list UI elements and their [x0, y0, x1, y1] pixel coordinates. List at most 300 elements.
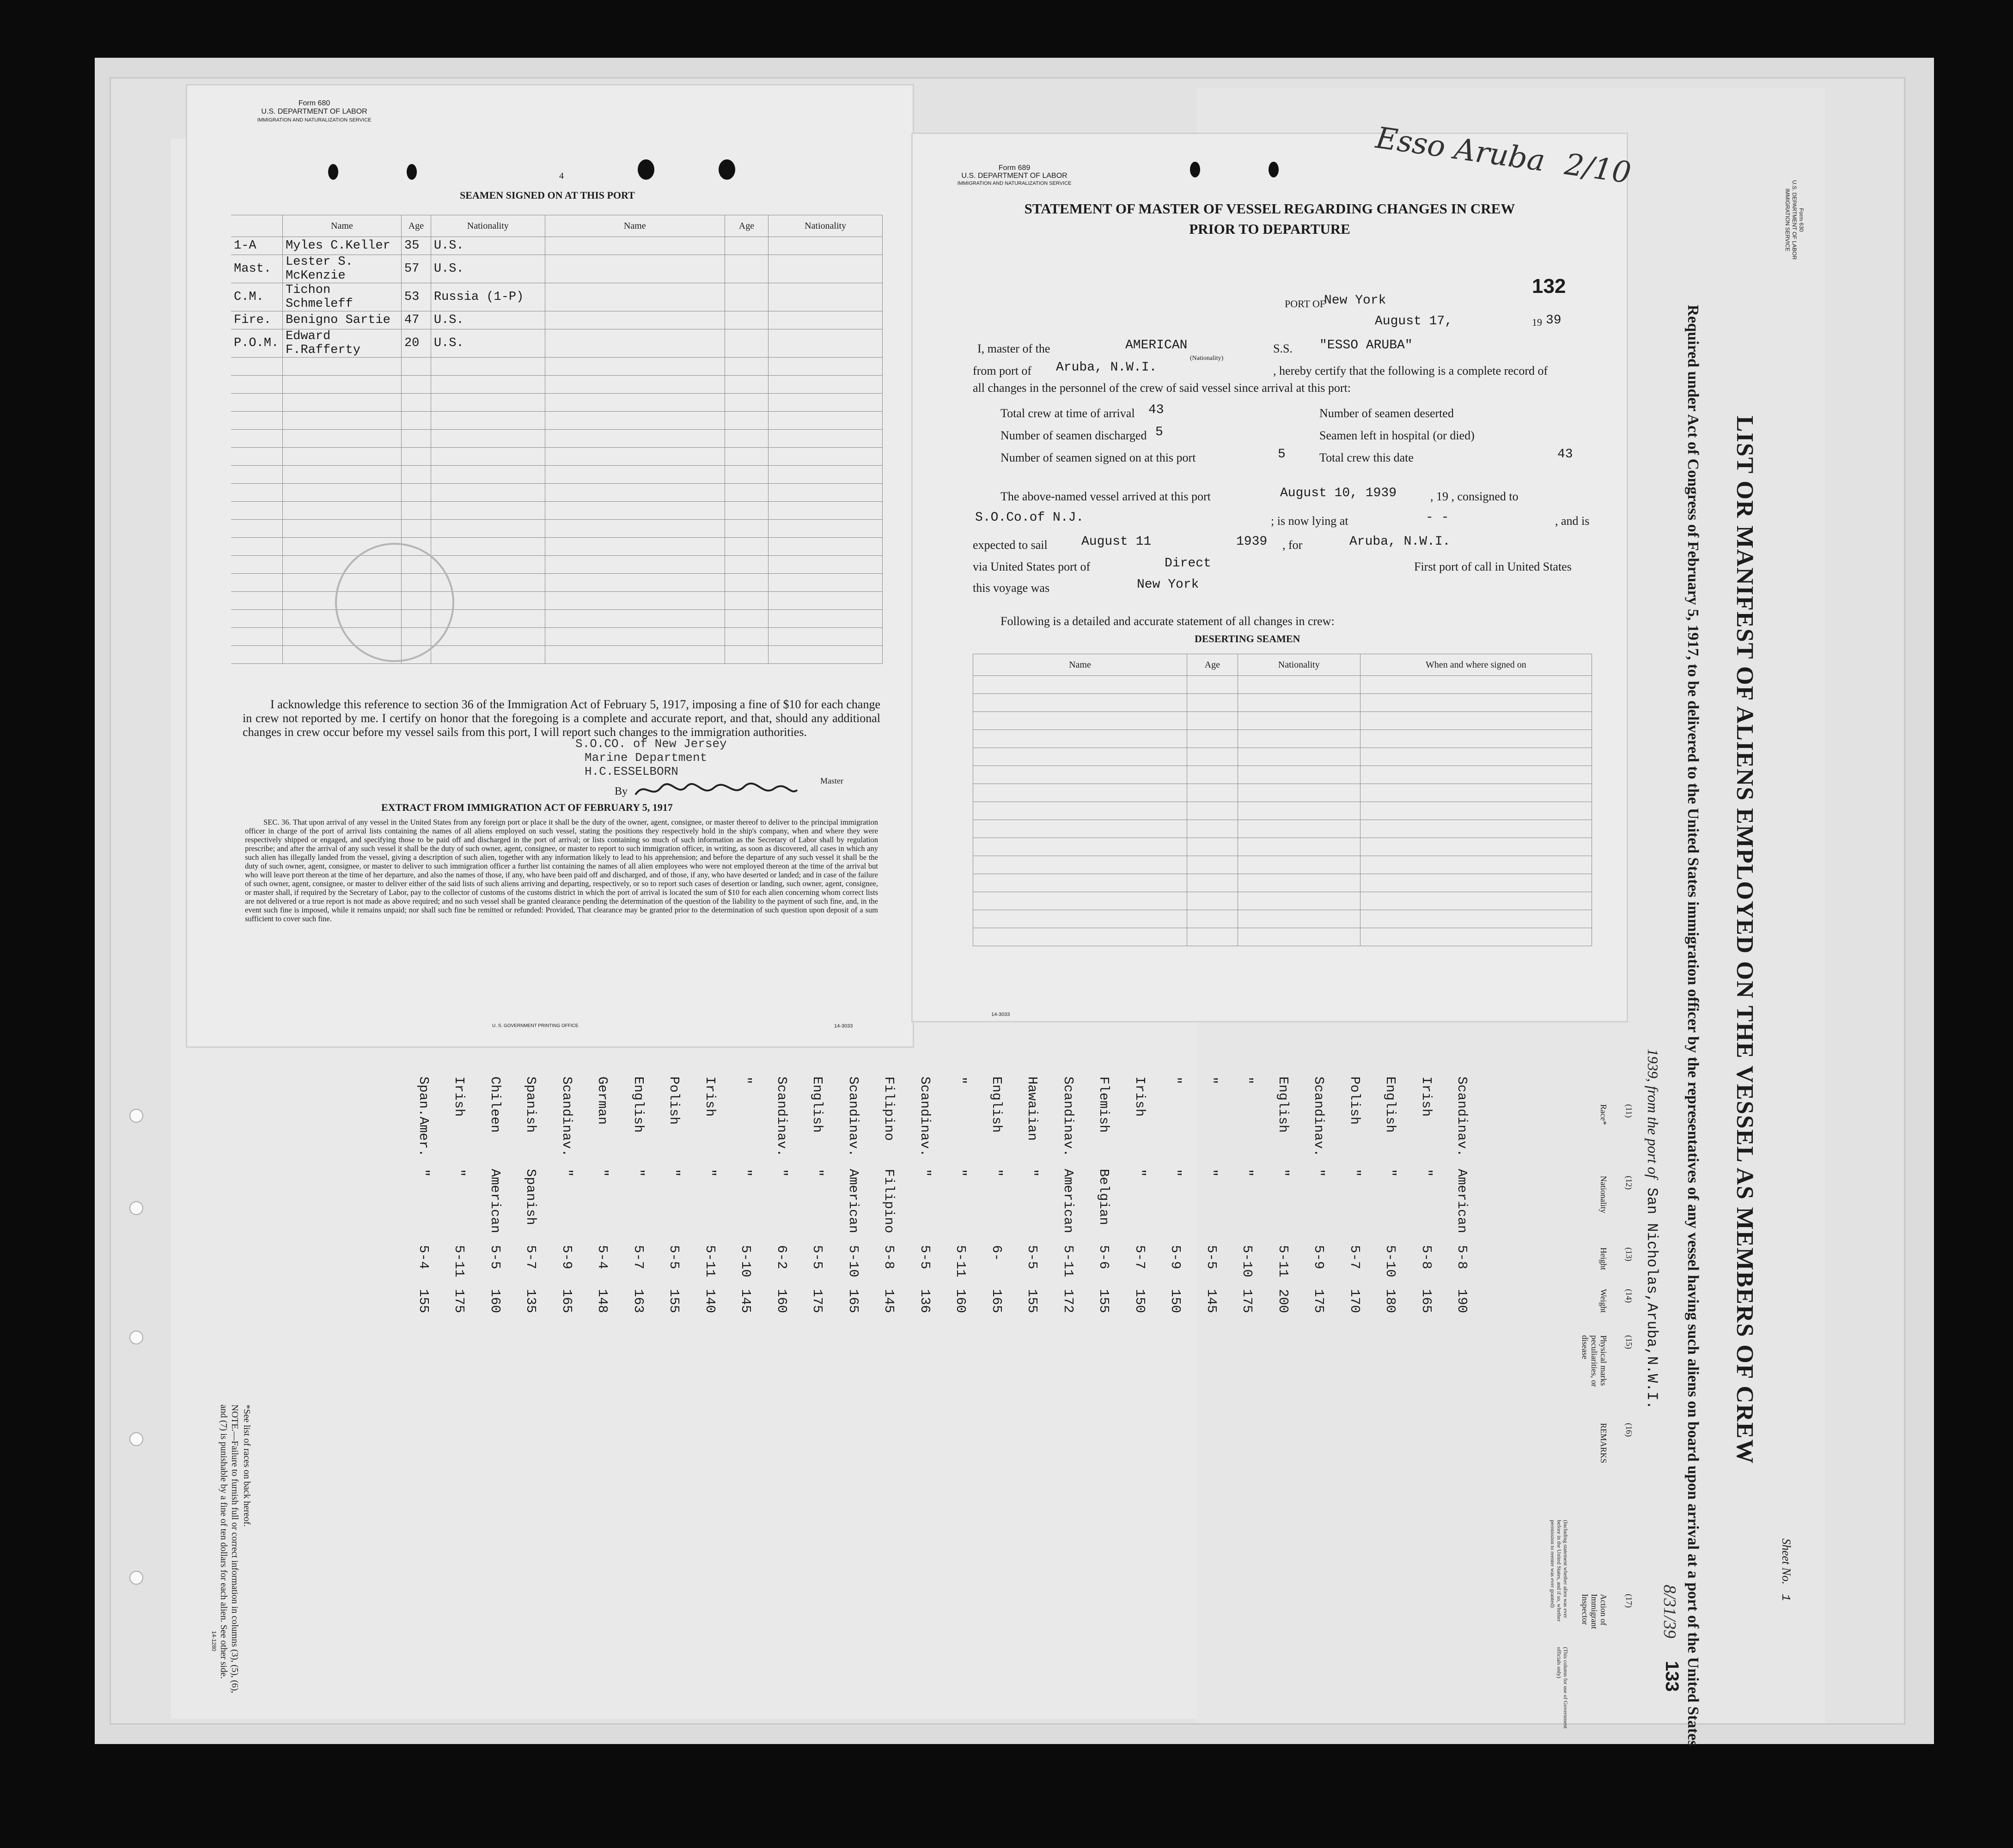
weight-cell: 160 [487, 1289, 503, 1313]
blank-cell [545, 592, 725, 610]
blank-cell [725, 520, 768, 538]
title-line: PRIOR TO DEPARTURE [1189, 221, 1350, 237]
nationality-cell: American [1454, 1169, 1470, 1234]
blank-cell [725, 646, 768, 664]
name-cell: Edward F.Rafferty [282, 329, 401, 358]
height-cell: 5-5 [810, 1245, 825, 1270]
height-cell: 5-10 [845, 1245, 861, 1277]
race-cell: Spanish [523, 1076, 538, 1133]
nationality-cell: " [1203, 1169, 1219, 1177]
table-row [231, 592, 883, 610]
age-cell: 47 [401, 311, 431, 329]
col-age: Age [401, 215, 431, 237]
nationality-caption: (Nationality) [1190, 355, 1224, 362]
table-row [231, 358, 883, 376]
punch-hole [719, 159, 735, 180]
nationality-cell: American [1060, 1169, 1076, 1234]
blank-cell [282, 412, 401, 430]
height-cell: 5-5 [666, 1245, 682, 1270]
punch-hole [1190, 162, 1200, 177]
blank-cell [973, 910, 1187, 928]
blank-cell [401, 358, 431, 376]
blank-cell [231, 610, 282, 628]
blank-cell [725, 592, 768, 610]
nationality-cell: U.S. [431, 329, 545, 358]
blank-cell [1238, 676, 1360, 694]
weight-cell: 140 [702, 1289, 718, 1313]
blank-cell [431, 376, 545, 394]
blank-cell [725, 430, 768, 448]
blank-cell [231, 448, 282, 466]
department: U.S. DEPARTMENT OF LABOR [1791, 180, 1798, 260]
blank-cell [1360, 784, 1592, 802]
blank-cell [231, 394, 282, 412]
ss-label: S.S. [1273, 342, 1293, 355]
port-label: PORT OF [1285, 298, 1326, 310]
blank-cell [231, 538, 282, 556]
page-number: 4 [559, 171, 564, 181]
nationality-cell: " [415, 1169, 431, 1177]
column-number: (14) [1624, 1289, 1634, 1303]
blank-cell [1238, 838, 1360, 856]
from-port-value: San Nicholas,Aruba,N.W.I. [1643, 1187, 1660, 1410]
blank-cell [1238, 694, 1360, 712]
blank-cell [973, 766, 1187, 784]
race-cell: Hawaiian [1025, 1076, 1040, 1141]
following-text: Following is a detailed and accurate statement of all changes in crew: [1000, 614, 1335, 628]
blank-cell [725, 237, 768, 255]
column-label: Height [1599, 1247, 1608, 1270]
blank-cell [769, 430, 883, 448]
handwritten-signature [633, 778, 799, 802]
blank-cell [401, 376, 431, 394]
weight-cell: 163 [630, 1289, 646, 1313]
nationality-cell: U.S. [431, 311, 545, 329]
blank-cell [282, 376, 401, 394]
nationality-cell: " [1239, 1169, 1255, 1177]
height-cell: 5-7 [630, 1245, 646, 1270]
manifest-title: LIST OR MANIFEST OF ALIENS EMPLOYED ON THE VESSEL AS MEMBERS OF CREW [1732, 416, 1758, 1465]
blank-cell [1238, 802, 1360, 820]
weight-cell: 165 [559, 1289, 574, 1313]
blank-cell [1187, 856, 1238, 874]
blank-cell [231, 628, 282, 646]
blank-cell [769, 628, 883, 646]
col-nationality: Nationality [431, 215, 545, 237]
punch-hole [1269, 162, 1279, 177]
blank-cell [231, 502, 282, 520]
deserting-rows [973, 676, 1592, 946]
blank-cell [282, 502, 401, 520]
race-cell: German [595, 1076, 610, 1125]
weight-cell: 165 [1418, 1289, 1434, 1313]
table-row [231, 283, 883, 311]
race-cell: Scandinav. [1060, 1076, 1076, 1157]
blank-cell [431, 556, 545, 574]
blank-cell [769, 592, 883, 610]
height-cell: 5-10 [1239, 1245, 1255, 1277]
column-label: Weight [1599, 1289, 1608, 1313]
nationality-cell: " [738, 1169, 753, 1177]
weight-cell: 145 [1203, 1289, 1219, 1313]
blank-cell [401, 466, 431, 484]
column-number: (17) [1624, 1594, 1634, 1608]
consignee-value: S.O.Co.of N.J. [975, 511, 1084, 525]
sail-year: 1939 [1236, 535, 1268, 549]
age-cell: 53 [401, 283, 431, 311]
race-cell: " [1239, 1076, 1255, 1085]
blank-cell [545, 484, 725, 502]
blank-cell [1187, 802, 1238, 820]
blank-cell [401, 520, 431, 538]
printer-line: U. S. GOVERNMENT PRINTING OFFICE [492, 1023, 579, 1028]
manifest-form-header [1784, 180, 1805, 260]
height-cell: 5-9 [1168, 1245, 1183, 1270]
acknowledgement-text: I acknowledge this reference to section 36 of the Immigration Act of February 5, 1917, imposing a fine of $10 for each change in crew not reported by me. I certify on honor that the foregoing is a complete and accurate report, and that, should any additional changes in crew occur before my vessel sails from this port, I will report such changes to the immigration authorities. [243, 698, 880, 739]
name-cell: Tichon Schmeleff [282, 283, 401, 311]
blank-cell [1238, 820, 1360, 838]
via-label: via United States port of [973, 560, 1091, 573]
nationality-cell: U.S. [431, 237, 545, 255]
extract-text: SEC. 36. That upon arrival of any vessel in the United States from any foreign port or place it shall be the duty of the owner, agent, consignee, or master thereof to deliver to the principal immigration officer in charge of the port of arrival lists containing the names of all aliens employed on such vessel, stating the positions they respectively hold in the ship's company, when and where they were respectively shipped or engaged, and specifying those to be paid off and discharged in the port of arrival; or lists containing so much of such information as the Secretary of Labor shall by regulation prescribe; and after the arrival of any such vessel it shall be the duty of such owner, agent, consignee, or master to report to such immigration officer, in writing, as soon as discovered, all cases in which any such alien has illegally landed from the vessel, giving a description of such alien, together with any information likely to lead to his apprehension; and before the departure of any such vessel it shall be the duty of such owner, agent, consignee, or master to deliver to such immigration officer a further list containing the names of all alien employees who were not employed thereon at the time of the arrival but who will leave port thereon at the time of her departure, and also the names of those, if any, who have been paid off and discharged, and of those, if any, who have deserted or landed; and in case of the failure of such owner, agent, consignee, or master to deliver either of the said lists of such aliens arriving and departing, respectively, or so to report such cases of desertion or landing, such owner, agent, consignee, or master shall, if required by the Secretary of Labor, pay to the collector of customs of the customs district in which the port of arrival is located the sum of $10 for each alien concerning whom correct lists are not delivered or a true report is not made as above required; and no such vessel shall be granted clearance pending the determination of the question of the liability to the payment of such fine, and, in the event such fine is imposed, while it remains unpaid; nor shall such fine be remitted or refunded: Provided, That clearance may be granted prior to the determination of such question upon deposit of a sum sufficient to cover such fine. [245, 818, 878, 923]
sail-label: expected to sail [973, 538, 1048, 552]
weight-cell: 180 [1383, 1289, 1398, 1313]
discharged-label: Number of seamen discharged [1000, 429, 1147, 442]
extract-title: EXTRACT FROM IMMIGRATION ACT OF FEBRUARY 5, 1917 [381, 802, 673, 813]
certify-text-2: all changes in the personnel of the crew of said vessel since arrival at this port: [973, 381, 1351, 395]
arrived-value: August 10, 1939 [1280, 486, 1397, 500]
blank-cell [973, 856, 1187, 874]
blank-cell [973, 676, 1187, 694]
table-row [231, 610, 883, 628]
table-header [231, 215, 883, 237]
blank-cell [769, 466, 883, 484]
blank-cell [401, 448, 431, 466]
consigned-label: , 19 , consigned to [1430, 490, 1519, 503]
blank-cell [769, 394, 883, 412]
name-cell: Myles C.Keller [282, 237, 401, 255]
age-cell: 57 [401, 255, 431, 283]
signed-rows [231, 237, 883, 664]
race-cell: English [630, 1076, 646, 1133]
blank-cell [725, 484, 768, 502]
height-cell: 5-9 [1311, 1245, 1326, 1270]
blank-cell [431, 430, 545, 448]
hospital-label: Seamen left in hospital (or died) [1319, 429, 1475, 442]
blank-cell [725, 556, 768, 574]
age-cell: 20 [401, 329, 431, 358]
table-row [231, 237, 883, 255]
form-number: Form 630 [1798, 208, 1805, 232]
race-cell: Chileen [487, 1076, 503, 1133]
table-row [973, 820, 1592, 838]
column-number: (15) [1624, 1335, 1634, 1349]
handwritten-date: 8/31/39 [1660, 1585, 1679, 1639]
total-crew-arrival-label: Total crew at time of arrival [1000, 407, 1135, 420]
race-cell: Polish [1347, 1076, 1362, 1125]
via-value: Direct [1165, 556, 1211, 571]
blank-cell [725, 358, 768, 376]
blank-cell [1187, 676, 1238, 694]
race-cell: Polish [666, 1076, 682, 1125]
blank-cell [545, 358, 725, 376]
table-row [231, 556, 883, 574]
weight-cell: 200 [1275, 1289, 1291, 1313]
service: IMMIGRATION SERVICE [1784, 188, 1791, 252]
blank-cell [769, 556, 883, 574]
stamp-number: 132 [1532, 275, 1566, 298]
column-number: (12) [1624, 1176, 1634, 1190]
nationality-cell: " [1383, 1169, 1398, 1177]
deserting-table [973, 654, 1592, 946]
column-label: Action of Immigrant Inspector [1580, 1594, 1608, 1629]
blank-cell [1187, 838, 1238, 856]
blank-cell [973, 712, 1187, 730]
blank-cell [1187, 910, 1238, 928]
table-row [973, 748, 1592, 766]
column-number: (16) [1624, 1423, 1634, 1437]
blank-cell [1238, 784, 1360, 802]
blank-cell [725, 376, 768, 394]
blank-cell [769, 358, 883, 376]
blank-cell [1360, 874, 1592, 892]
blank-cell [545, 466, 725, 484]
column-label: REMARKS [1599, 1423, 1608, 1464]
destination-value: Aruba, N.W.I. [1349, 535, 1451, 549]
height-cell: 5-4 [595, 1245, 610, 1270]
blank-cell [769, 484, 883, 502]
binder-hole [129, 1432, 143, 1446]
blank-cell [973, 874, 1187, 892]
nationality-cell: Russia (1-P) [431, 283, 545, 311]
form-number: Form 680 [298, 99, 330, 107]
height-cell: 5-8 [1418, 1245, 1434, 1270]
table-row [973, 802, 1592, 820]
blank-cell [431, 628, 545, 646]
punch-hole [407, 164, 417, 180]
blank-cell [769, 610, 883, 628]
blank-cell [545, 430, 725, 448]
col-when-where: When and where signed on [1360, 654, 1592, 676]
binder-hole [129, 1109, 143, 1123]
blank-cell [1187, 712, 1238, 730]
nationality-cell: U.S. [431, 255, 545, 283]
nationality-cell: " [1418, 1169, 1434, 1177]
blank-cell [1238, 910, 1360, 928]
blank-cell [231, 484, 282, 502]
age-cell: 35 [401, 237, 431, 255]
blank-cell [282, 448, 401, 466]
department: U.S. DEPARTMENT OF LABOR [261, 108, 367, 116]
service: IMMIGRATION AND NATURALIZATION SERVICE [257, 117, 372, 123]
total-today-label: Total crew this date [1319, 451, 1414, 464]
blank-cell [973, 748, 1187, 766]
blank-cell [973, 694, 1187, 712]
blank-cell [1360, 802, 1592, 820]
footnote-races: *See list of races on back hereof. [242, 1404, 252, 1527]
height-cell: 6- [988, 1245, 1004, 1261]
rating-cell: Mast. [231, 255, 282, 283]
weight-cell: 150 [1168, 1289, 1183, 1313]
blank-cell [545, 237, 725, 255]
rating-cell: C.M. [231, 283, 282, 311]
signed-on-table [231, 215, 883, 664]
table-row [973, 676, 1592, 694]
blank-cell [282, 394, 401, 412]
table-row [231, 394, 883, 412]
rating-cell: 1-A [231, 237, 282, 255]
action-note: (This column for use of Government officials only) [1556, 1647, 1569, 1729]
nationality-cell: " [1168, 1169, 1183, 1177]
height-cell: 5-5 [487, 1245, 503, 1270]
blank-cell [1238, 748, 1360, 766]
blank-cell [973, 838, 1187, 856]
table-row [231, 448, 883, 466]
blank-cell [431, 484, 545, 502]
port-value: New York [1324, 293, 1386, 308]
blank-cell [1360, 676, 1592, 694]
blank-cell [725, 329, 768, 358]
col-nationality: Nationality [1238, 654, 1360, 676]
table-row [231, 376, 883, 394]
blank-cell [1238, 856, 1360, 874]
weight-cell: 136 [917, 1289, 933, 1313]
blank-cell [231, 466, 282, 484]
weight-cell: 172 [1060, 1289, 1076, 1313]
weight-cell: 170 [1347, 1289, 1362, 1313]
form-680 [187, 85, 913, 1046]
race-cell: English [810, 1076, 825, 1133]
blank-cell [545, 556, 725, 574]
blank-cell [769, 255, 883, 283]
weight-cell: 175 [810, 1289, 825, 1313]
blank-cell [231, 412, 282, 430]
blank-cell [545, 376, 725, 394]
blank-cell [769, 283, 883, 311]
form-code: 14-3033 [834, 1023, 853, 1029]
blank-cell [545, 610, 725, 628]
blank-cell [545, 538, 725, 556]
blank-cell [431, 502, 545, 520]
blank-cell [1360, 838, 1592, 856]
blank-cell [769, 376, 883, 394]
table-row [231, 646, 883, 664]
blank-cell [725, 394, 768, 412]
discharged-value: 5 [1155, 425, 1163, 439]
punch-hole [638, 159, 654, 180]
height-cell: 5-4 [415, 1245, 431, 1270]
year-prefix: 19 [1532, 316, 1542, 328]
height-cell: 5-8 [881, 1245, 897, 1270]
blank-cell [725, 448, 768, 466]
company-line: Marine Department [585, 751, 708, 765]
blank-cell [1238, 712, 1360, 730]
blank-cell [431, 448, 545, 466]
blank-cell [545, 448, 725, 466]
nationality-cell: " [451, 1169, 467, 1177]
blank-cell [231, 592, 282, 610]
blank-cell [1187, 730, 1238, 748]
circular-stamp [335, 543, 454, 662]
weight-cell: 175 [1311, 1289, 1326, 1313]
blank-cell [725, 283, 768, 311]
blank-cell [431, 466, 545, 484]
height-cell: 5-5 [917, 1245, 933, 1270]
table-row [231, 574, 883, 592]
nationality-cell: " [630, 1169, 646, 1177]
sheet-label: Sheet No. [1780, 1538, 1793, 1585]
race-cell: " [1203, 1076, 1219, 1085]
nationality-cell: " [1311, 1169, 1326, 1177]
nationality-cell: " [1025, 1169, 1040, 1177]
table-row [231, 520, 883, 538]
blank-cell [769, 237, 883, 255]
nationality-cell: " [595, 1169, 610, 1177]
nationality-cell: " [917, 1169, 933, 1177]
column-number: (13) [1624, 1247, 1634, 1261]
remarks-note: (Including statement whether alien was ever before in the United States, and if so, whether permission to reenter was ever granted) [1549, 1520, 1569, 1622]
blank-cell [1187, 694, 1238, 712]
binder-hole [129, 1331, 143, 1344]
column-label: Race* [1599, 1104, 1608, 1125]
blank-cell [973, 892, 1187, 910]
rating-cell: Fire. [231, 311, 282, 329]
nationality-cell: " [953, 1169, 968, 1177]
table-row [973, 838, 1592, 856]
deserted-label: Number of seamen deserted [1319, 407, 1454, 420]
total-crew-arrival-value: 43 [1148, 403, 1164, 417]
table-row [973, 766, 1592, 784]
height-cell: 5-9 [559, 1245, 574, 1270]
race-cell: Scandinav. [774, 1076, 789, 1157]
table-row [973, 784, 1592, 802]
sheet-number-line [1779, 1538, 1793, 1601]
blank-cell [401, 484, 431, 502]
total-today-value: 43 [1557, 447, 1573, 462]
height-cell: 5-11 [1060, 1245, 1076, 1277]
name-cell: Benigno Sartie [282, 311, 401, 329]
table-row [231, 412, 883, 430]
table-row [973, 874, 1592, 892]
blank-cell [431, 412, 545, 430]
height-cell: 5-7 [1132, 1245, 1147, 1270]
blank-cell [231, 556, 282, 574]
name-cell: Lester S. McKenzie [282, 255, 401, 283]
voyage-label: this voyage was [973, 581, 1050, 595]
by-label: By [615, 785, 628, 797]
from-port-value: Aruba, N.W.I. [1056, 360, 1157, 375]
nationality-cell: " [774, 1169, 789, 1177]
nationality-cell: Belgian [1096, 1169, 1111, 1225]
blank-cell [431, 358, 545, 376]
blank-cell [973, 802, 1187, 820]
race-cell: Scandinav. [917, 1076, 933, 1157]
table-header [973, 654, 1592, 676]
blank-cell [231, 520, 282, 538]
blank-cell [1187, 784, 1238, 802]
blank-cell [973, 784, 1187, 802]
weight-cell: 135 [523, 1289, 538, 1313]
form-680-header [254, 99, 374, 124]
blank-cell [545, 255, 725, 283]
column-label: Physical marks peculiarities, or disease [1580, 1335, 1608, 1387]
race-cell: English [988, 1076, 1004, 1133]
weight-cell: 155 [666, 1289, 682, 1313]
race-cell: Irish [702, 1076, 718, 1117]
lying-value: - - [1426, 511, 1449, 525]
nationality-cell: " [559, 1169, 574, 1177]
blank-cell [545, 283, 725, 311]
